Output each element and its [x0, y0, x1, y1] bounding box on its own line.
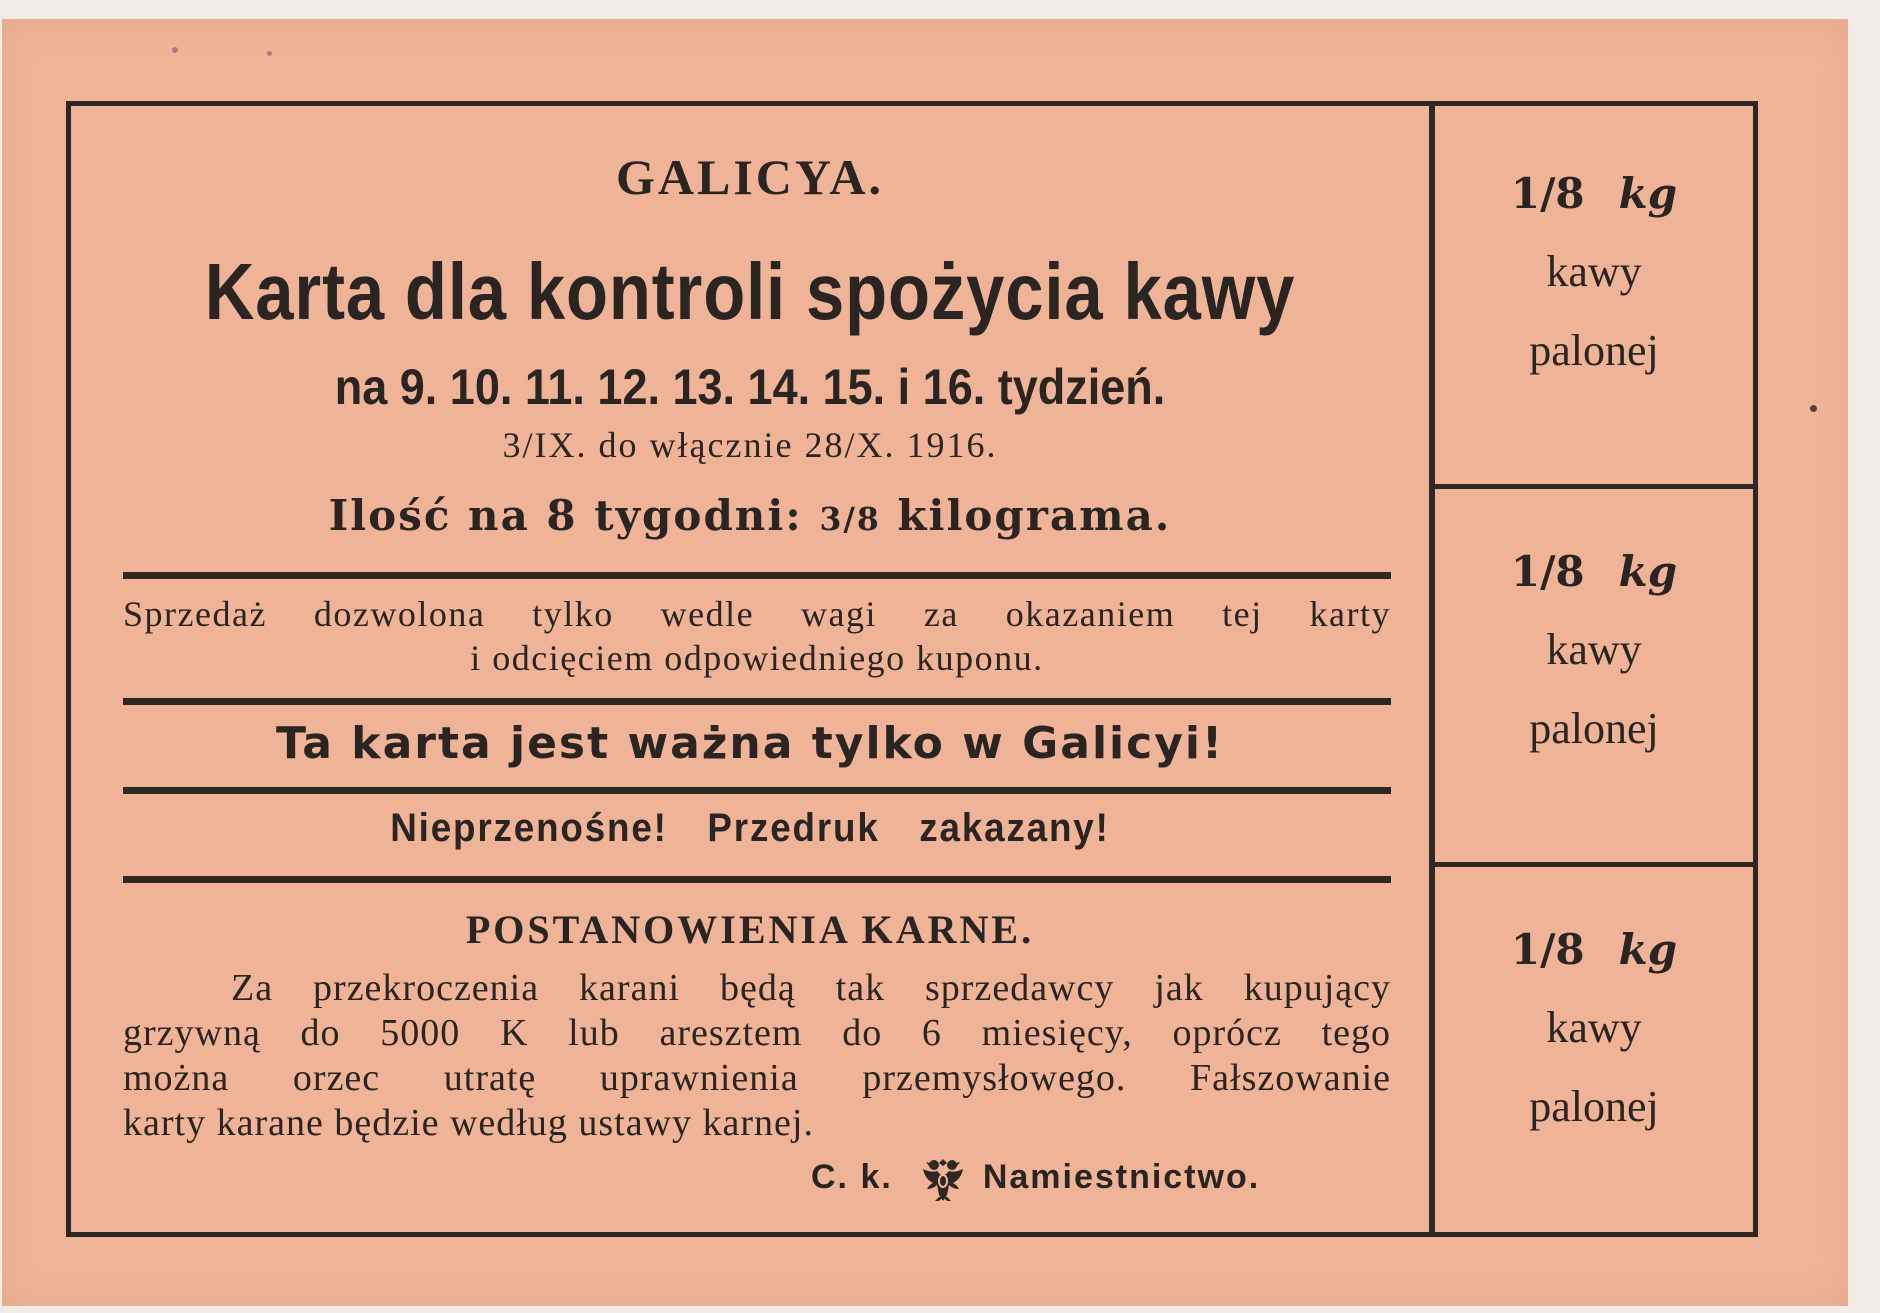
divider-rule — [123, 698, 1391, 705]
penal-line-2: grzywną do 5000 K lub aresztem do 6 miesięcy, oprócz tego — [123, 1012, 1391, 1054]
coupon-divider — [1435, 862, 1755, 867]
coupon-line-2: palonej — [1529, 1081, 1659, 1131]
coupon-line-2: palonej — [1529, 703, 1659, 753]
penal-line-3: można orzec utratę uprawnienia przemysłowego. Fałszowanie — [123, 1057, 1391, 1099]
amount-unit: kilograma. — [897, 491, 1172, 540]
coupon-fraction: 1/8 — [1510, 547, 1585, 596]
sale-notice-line-1 — [123, 592, 1391, 636]
ink-speck — [1810, 405, 1817, 412]
sale-word: dozwolona — [313, 594, 486, 634]
sale-word: wedle — [660, 594, 755, 634]
coupon-fraction: 1/8 — [1510, 925, 1585, 974]
coupon-unit: kg — [1618, 547, 1678, 596]
penal-line-1: Za przekroczenia karani będą tak sprzedawcy jak kupujący — [231, 967, 1391, 1009]
coupon-line-2: palonej — [1529, 325, 1659, 375]
coupon-1 — [1435, 156, 1753, 390]
weeks-line: na 9. 10. 11. 12. 13. 14. 15. i 16. tydzień. — [334, 359, 1166, 415]
ration-card — [2, 19, 1848, 1306]
penal-heading: POSTANOWIENIA KARNE. — [465, 907, 1035, 952]
sale-word: karty — [1309, 594, 1391, 634]
penal-line-4: karty karane będzie według ustawy karnej. — [123, 1102, 814, 1144]
sale-word: tylko — [532, 594, 614, 634]
coupon-line-1: kawy — [1546, 1002, 1642, 1052]
non-transferable-text: Nieprzenośne! — [390, 806, 668, 850]
signature-right: Namiestnictwo. — [982, 1157, 1261, 1196]
date-range: 3/IX. do włącznie 28/X. 1916. — [502, 425, 998, 465]
coupon-weight — [1435, 912, 1753, 988]
signature — [811, 1151, 1260, 1203]
sale-word: Sprzedaż — [123, 594, 267, 634]
sale-word: tej — [1222, 594, 1263, 634]
validity-notice: Ta karta jest ważna tylko w Galicyi! — [275, 718, 1225, 769]
sale-notice-line-2: i odcięciem odpowiedniego kuponu. — [470, 638, 1044, 678]
main-panel — [71, 106, 1435, 1232]
divider-rule — [123, 876, 1391, 883]
coupon-2 — [1435, 534, 1753, 768]
coupon-weight — [1435, 156, 1753, 232]
coupon-fraction: 1/8 — [1510, 169, 1585, 218]
double-headed-eagle-icon — [917, 1151, 969, 1203]
coupon-unit: kg — [1618, 169, 1678, 218]
region-heading: GALICYA. — [615, 149, 885, 205]
no-reprint-text: Przedruk zakazany! — [707, 806, 1110, 850]
ink-speck — [172, 47, 178, 53]
divider-rule — [123, 572, 1391, 579]
coupon-weight — [1435, 534, 1753, 610]
coupon-unit: kg — [1618, 925, 1678, 974]
coupon-line-1: kawy — [1546, 624, 1642, 674]
card-frame — [66, 101, 1758, 1237]
sale-word: wagi — [801, 594, 877, 634]
ink-speck — [267, 51, 272, 56]
sale-word: okazaniem — [1005, 594, 1176, 634]
penal-provisions — [123, 966, 1391, 1146]
coupon-3 — [1435, 912, 1753, 1146]
sale-notice — [123, 592, 1391, 680]
sale-word: za — [923, 594, 959, 634]
amount-fraction: 3/8 — [819, 501, 881, 538]
card-title: Karta dla kontroli spożycia kawy — [204, 247, 1296, 336]
amount-prefix: Ilość na 8 tygodni: — [328, 491, 803, 540]
signature-left: C. k. — [811, 1157, 893, 1196]
divider-rule — [123, 787, 1391, 794]
coupon-divider — [1435, 484, 1755, 489]
transfer-notice — [125, 806, 1374, 851]
coupon-line-1: kawy — [1546, 246, 1642, 296]
amount-line — [71, 491, 1429, 540]
